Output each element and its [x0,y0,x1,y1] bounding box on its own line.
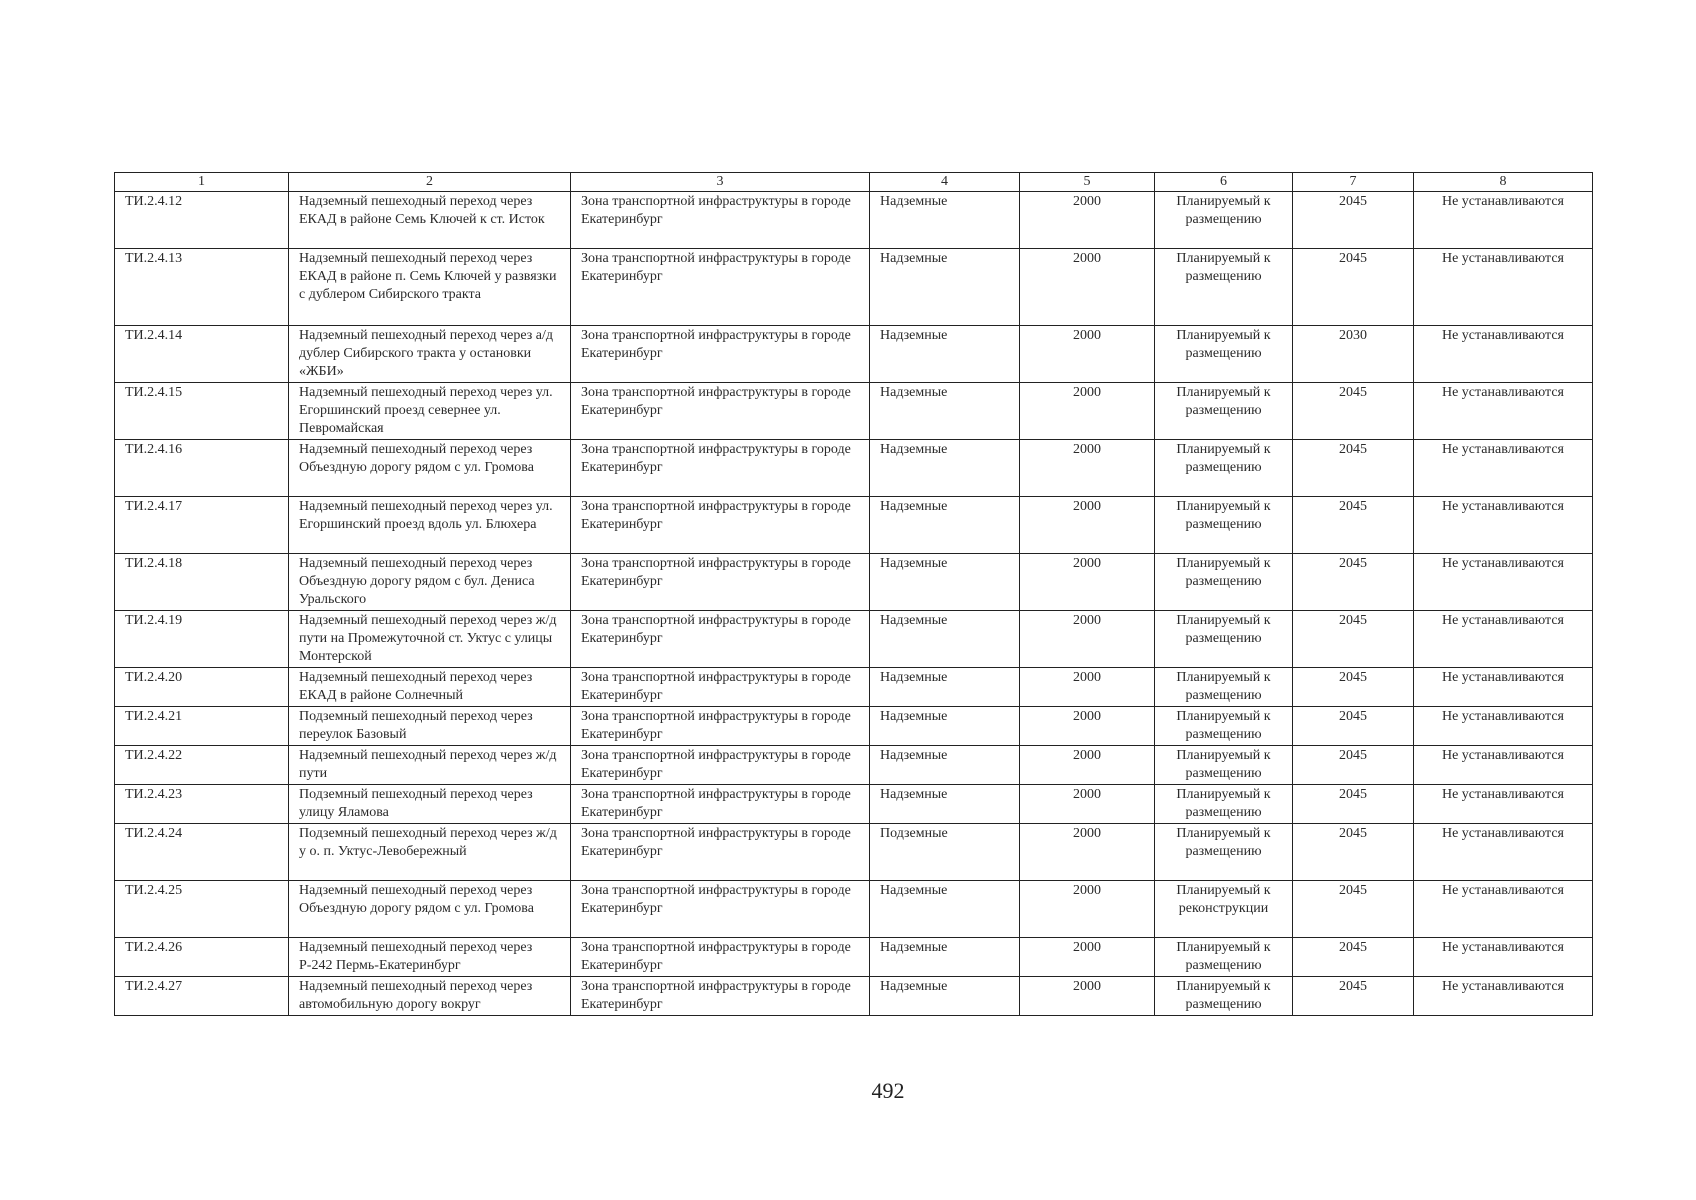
cell-zone: Зона транспортной инфраструктуры в городе Екатеринбург [571,497,870,554]
cell-type: Надземные [870,977,1020,1016]
page-number: 492 [871,1078,905,1103]
cell-value: 2000 [1020,938,1155,977]
cell-code: ТИ.2.4.16 [115,440,289,497]
cell-value: 2000 [1020,668,1155,707]
cell-year: 2045 [1293,611,1414,668]
cell-type: Надземные [870,707,1020,746]
cell-name: Надземный пешеходный переход через Объездную дорогу рядом с ул. Громова [289,440,571,497]
column-header: 5 [1020,173,1155,192]
cell-zone: Зона транспортной инфраструктуры в городе Екатеринбург [571,707,870,746]
table-row [115,938,1593,977]
cell-value: 2000 [1020,977,1155,1016]
cell-year: 2045 [1293,554,1414,611]
cell-code: ТИ.2.4.24 [115,824,289,881]
cell-code: ТИ.2.4.27 [115,977,289,1016]
column-header: 1 [115,173,289,192]
cell-limits: Не устанавливаются [1414,977,1593,1016]
cell-year: 2045 [1293,977,1414,1016]
cell-zone: Зона транспортной инфраструктуры в городе Екатеринбург [571,668,870,707]
cell-year: 2045 [1293,824,1414,881]
cell-value: 2000 [1020,785,1155,824]
cell-value: 2000 [1020,707,1155,746]
cell-value: 2000 [1020,192,1155,249]
cell-year: 2045 [1293,192,1414,249]
cell-zone: Зона транспортной инфраструктуры в городе Екатеринбург [571,249,870,326]
table-row [115,326,1593,383]
cell-code: ТИ.2.4.22 [115,746,289,785]
table-row [115,554,1593,611]
cell-limits: Не устанавливаются [1414,785,1593,824]
cell-type: Надземные [870,440,1020,497]
cell-zone: Зона транспортной инфраструктуры в городе Екатеринбург [571,192,870,249]
cell-status: Планируемый к размещению [1155,554,1293,611]
cell-type: Надземные [870,497,1020,554]
cell-status: Планируемый к размещению [1155,383,1293,440]
cell-code: ТИ.2.4.14 [115,326,289,383]
cell-status: Планируемый к размещению [1155,249,1293,326]
cell-zone: Зона транспортной инфраструктуры в городе Екатеринбург [571,326,870,383]
table-row [115,192,1593,249]
cell-year: 2030 [1293,326,1414,383]
data-table [114,172,1593,1016]
cell-status: Планируемый к размещению [1155,440,1293,497]
cell-type: Надземные [870,938,1020,977]
cell-year: 2045 [1293,383,1414,440]
cell-limits: Не устанавливаются [1414,611,1593,668]
table-row [115,707,1593,746]
cell-name: Надземный пешеходный переход через а/д дублер Сибирского тракта у остановки «ЖБИ» [289,326,571,383]
cell-year: 2045 [1293,668,1414,707]
cell-name: Надземный пешеходный переход через ЕКАД в районе п. Семь Ключей у развязки с дублером Сибирского тракта [289,249,571,326]
cell-code: ТИ.2.4.18 [115,554,289,611]
cell-zone: Зона транспортной инфраструктуры в городе Екатеринбург [571,383,870,440]
cell-limits: Не устанавливаются [1414,707,1593,746]
table-row [115,440,1593,497]
table-row [115,668,1593,707]
cell-zone: Зона транспортной инфраструктуры в городе Екатеринбург [571,938,870,977]
table-row [115,881,1593,938]
cell-zone: Зона транспортной инфраструктуры в городе Екатеринбург [571,785,870,824]
cell-code: ТИ.2.4.12 [115,192,289,249]
cell-status: Планируемый к размещению [1155,938,1293,977]
cell-year: 2045 [1293,440,1414,497]
cell-name: Надземный пешеходный переход через ЕКАД в районе Семь Ключей к ст. Исток [289,192,571,249]
column-header: 7 [1293,173,1414,192]
cell-type: Надземные [870,554,1020,611]
cell-limits: Не устанавливаются [1414,824,1593,881]
cell-limits: Не устанавливаются [1414,192,1593,249]
cell-value: 2000 [1020,383,1155,440]
column-header: 3 [571,173,870,192]
table-row [115,497,1593,554]
cell-zone: Зона транспортной инфраструктуры в городе Екатеринбург [571,824,870,881]
cell-status: Планируемый к размещению [1155,824,1293,881]
cell-code: ТИ.2.4.26 [115,938,289,977]
cell-limits: Не устанавливаются [1414,497,1593,554]
cell-name: Надземный пешеходный переход через ул. Егоршинский проезд вдоль ул. Блюхера [289,497,571,554]
cell-limits: Не устанавливаются [1414,746,1593,785]
column-header: 4 [870,173,1020,192]
cell-name: Надземный пешеходный переход через автомобильную дорогу вокруг [289,977,571,1016]
cell-zone: Зона транспортной инфраструктуры в городе Екатеринбург [571,554,870,611]
cell-year: 2045 [1293,249,1414,326]
cell-name: Надземный пешеходный переход через ЕКАД в районе Солнечный [289,668,571,707]
table-body [115,192,1593,1016]
cell-status: Планируемый к размещению [1155,668,1293,707]
cell-code: ТИ.2.4.17 [115,497,289,554]
table-row [115,383,1593,440]
cell-value: 2000 [1020,611,1155,668]
cell-code: ТИ.2.4.20 [115,668,289,707]
cell-limits: Не устанавливаются [1414,440,1593,497]
table-row [115,785,1593,824]
cell-name: Надземный пешеходный переход через ж/д пути [289,746,571,785]
cell-code: ТИ.2.4.13 [115,249,289,326]
cell-code: ТИ.2.4.21 [115,707,289,746]
cell-year: 2045 [1293,746,1414,785]
cell-value: 2000 [1020,881,1155,938]
table-row [115,977,1593,1016]
cell-zone: Зона транспортной инфраструктуры в городе Екатеринбург [571,977,870,1016]
cell-name: Подземный пешеходный переход через ж/д у о. п. Уктус-Левобережный [289,824,571,881]
cell-value: 2000 [1020,249,1155,326]
cell-value: 2000 [1020,746,1155,785]
cell-year: 2045 [1293,497,1414,554]
cell-code: ТИ.2.4.23 [115,785,289,824]
cell-limits: Не устанавливаются [1414,881,1593,938]
cell-code: ТИ.2.4.25 [115,881,289,938]
cell-year: 2045 [1293,707,1414,746]
cell-status: Планируемый к размещению [1155,611,1293,668]
table-row [115,611,1593,668]
cell-name: Надземный пешеходный переход через ул. Егоршинский проезд севернее ул. Певромайская [289,383,571,440]
cell-name: Надземный пешеходный переход через Объездную дорогу рядом с бул. Дениса Уральского [289,554,571,611]
cell-zone: Зона транспортной инфраструктуры в городе Екатеринбург [571,440,870,497]
cell-value: 2000 [1020,440,1155,497]
cell-name: Надземный пешеходный переход через Объездную дорогу рядом с ул. Громова [289,881,571,938]
cell-status: Планируемый к размещению [1155,707,1293,746]
cell-type: Подземные [870,824,1020,881]
cell-status: Планируемый к размещению [1155,746,1293,785]
cell-type: Надземные [870,746,1020,785]
cell-limits: Не устанавливаются [1414,554,1593,611]
cell-name: Подземный пешеходный переход через улицу Яламова [289,785,571,824]
cell-limits: Не устанавливаются [1414,249,1593,326]
column-header: 2 [289,173,571,192]
cell-year: 2045 [1293,881,1414,938]
cell-type: Надземные [870,611,1020,668]
cell-type: Надземные [870,192,1020,249]
cell-value: 2000 [1020,497,1155,554]
cell-status: Планируемый к размещению [1155,785,1293,824]
cell-type: Надземные [870,668,1020,707]
cell-year: 2045 [1293,785,1414,824]
cell-value: 2000 [1020,824,1155,881]
cell-name: Надземный пешеходный переход через Р-242 Пермь-Екатеринбург [289,938,571,977]
cell-status: Планируемый к размещению [1155,497,1293,554]
cell-type: Надземные [870,249,1020,326]
cell-value: 2000 [1020,554,1155,611]
cell-zone: Зона транспортной инфраструктуры в городе Екатеринбург [571,746,870,785]
table-row [115,824,1593,881]
cell-name: Надземный пешеходный переход через ж/д пути на Промежуточной ст. Уктус с улицы Монтерской [289,611,571,668]
cell-code: ТИ.2.4.19 [115,611,289,668]
cell-limits: Не устанавливаются [1414,668,1593,707]
cell-value: 2000 [1020,326,1155,383]
cell-status: Планируемый к реконструкции [1155,881,1293,938]
cell-limits: Не устанавливаются [1414,383,1593,440]
cell-status: Планируемый к размещению [1155,977,1293,1016]
cell-year: 2045 [1293,938,1414,977]
cell-type: Надземные [870,785,1020,824]
cell-status: Планируемый к размещению [1155,326,1293,383]
cell-code: ТИ.2.4.15 [115,383,289,440]
cell-zone: Зона транспортной инфраструктуры в городе Екатеринбург [571,611,870,668]
table-row [115,746,1593,785]
table-row [115,249,1593,326]
cell-status: Планируемый к размещению [1155,192,1293,249]
cell-limits: Не устанавливаются [1414,326,1593,383]
header-row [115,173,1593,192]
column-header: 8 [1414,173,1593,192]
cell-name: Подземный пешеходный переход через переулок Базовый [289,707,571,746]
cell-type: Надземные [870,383,1020,440]
cell-limits: Не устанавливаются [1414,938,1593,977]
column-header: 6 [1155,173,1293,192]
cell-type: Надземные [870,881,1020,938]
cell-zone: Зона транспортной инфраструктуры в городе Екатеринбург [571,881,870,938]
cell-type: Надземные [870,326,1020,383]
